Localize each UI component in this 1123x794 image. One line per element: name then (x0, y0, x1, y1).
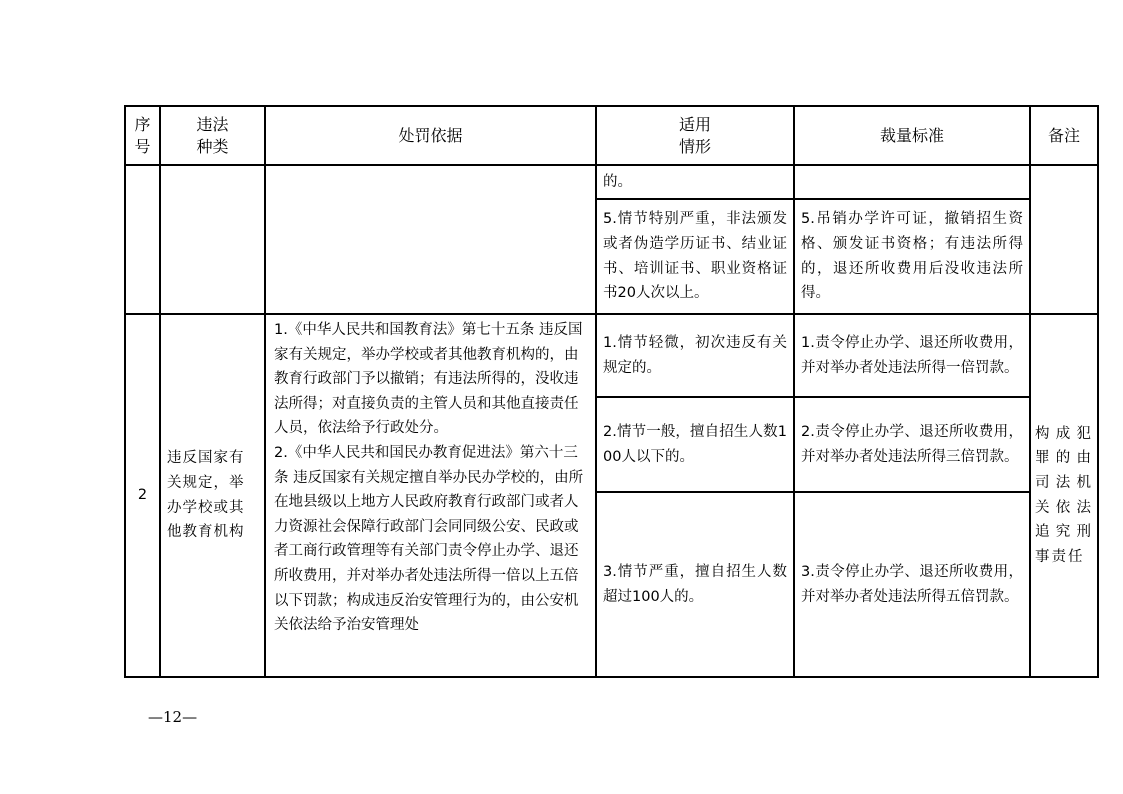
cell-case-5: 5.情节特别严重，非法颁发或者伪造学历证书、结业证书、培训证书、职业资格证书20人次以上。 (596, 199, 794, 314)
header-seq: 序 号 (125, 106, 160, 165)
penalty-table (124, 105, 1099, 678)
table-header-row (125, 106, 1098, 165)
basis-paragraph-1: 1.《中华人民共和国教育法》第七十五条 违反国家有关规定，举办学校或者其他教育机构的，由教育行政部门予以撤销；有违法所得的，没收违法所得；对直接负责的主管人员和其他直接责任人员，依法给予行政处分。 (274, 322, 583, 437)
cell-case-row2-1: 1.情节轻微，初次违反有关规定的。 (596, 314, 794, 397)
header-discretion-standard: 裁量标准 (794, 106, 1030, 165)
cell-case-continued: 的。 (596, 165, 794, 199)
cell-standard-row2-2: 2.责令停止办学、退还所收费用，并对举办者处违法所得三倍罚款。 (794, 397, 1030, 492)
table-row (125, 314, 1098, 397)
header-applicable-case: 适用 情形 (596, 106, 794, 165)
cell-standard-row2-1: 1.责令停止办学、退还所收费用，并对举办者处违法所得一倍罚款。 (794, 314, 1030, 397)
cell-basis-continued (265, 165, 596, 314)
basis-paragraph-2: 2.《中华人民共和国民办教育促进法》第六十三条 违反国家有关规定擅自举办民办学校的，由所在地县级以上地方人民政府教育行政部门或者人力资源社会保障行政部门会同同级公安、民政或者工商行政管理等有关部门责令停止办学、退还所收费用，并对举办者处违法所得一倍以上五倍以下罚款；构成违反治安管理行为的，由公安机关依法给予治安管理处 (274, 444, 584, 634)
cell-type-continued (160, 165, 265, 314)
header-remark: 备注 (1030, 106, 1098, 165)
cell-remark-continued (1030, 165, 1098, 314)
cell-case-row2-2: 2.情节一般，擅自招生人数100人以下的。 (596, 397, 794, 492)
cell-penalty-basis-2 (265, 314, 596, 677)
page-number: —12— (148, 708, 198, 726)
table-row (125, 165, 1098, 199)
cell-case-row2-3: 3.情节严重，擅自招生人数超过100人的。 (596, 492, 794, 677)
cell-standard-row2-3: 3.责令停止办学、退还所收费用，并对举办者处违法所得五倍罚款。 (794, 492, 1030, 677)
header-violation-type: 违法 种类 (160, 106, 265, 165)
cell-standard-continued (794, 165, 1030, 199)
header-penalty-basis: 处罚依据 (265, 106, 596, 165)
cell-violation-type-2: 违反国家有关规定，举办学校或其他教育机构 (160, 314, 265, 677)
cell-seq-2: 2 (125, 314, 160, 677)
cell-seq-continued (125, 165, 160, 314)
cell-standard-5: 5.吊销办学许可证，撤销招生资格、颁发证书资格；有违法所得的，退还所收费用后没收违法所得。 (794, 199, 1030, 314)
cell-remark-2: 构成犯罪的由司法机关依法追究刑事责任 (1030, 314, 1098, 677)
